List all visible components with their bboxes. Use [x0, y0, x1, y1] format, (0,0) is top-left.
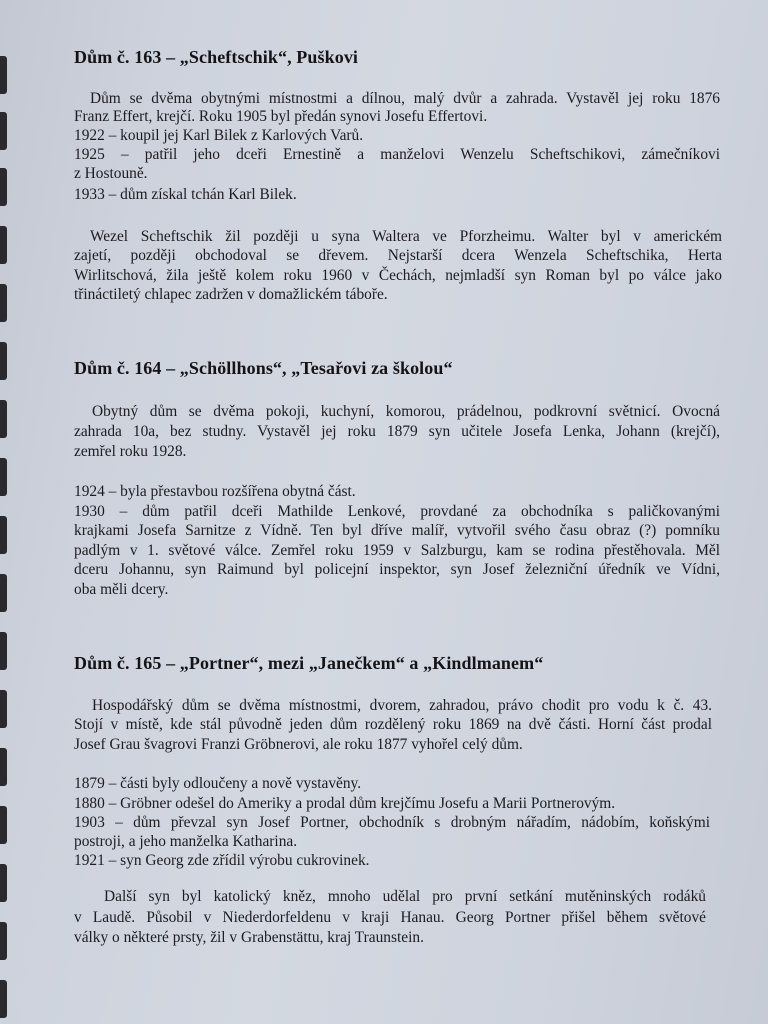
paragraph-line: 1903 – dům převzal syn Josef Portner, obchodník s drobným nářadím, nádobím, koňskými — [74, 814, 710, 831]
paragraph-line: Wirlitschová, žila ještě kolem roku 1960 v Čechách, nejmladší syn Roman byl po válce jako — [74, 267, 722, 284]
paragraph-line: 1933 – dům získal tchán Karl Bilek. — [74, 186, 297, 203]
paragraph-line: padlým v 1. světové válce. Zemřel roku 1959 v Salzburgu, kam se rodina přestěhovala. Měl — [74, 542, 720, 559]
paragraph-line: postroji, a jeho manželka Katharina. — [74, 833, 298, 850]
paragraph-line: 1930 – dům patřil dceři Mathilde Lenkové, provdané za obchodníka s paličkovanými — [74, 503, 720, 520]
paragraph-line: v Laudě. Působil v Niederdorfeldenu v kraji Hanau. Georg Portner přišel během světové — [74, 909, 706, 926]
paragraph-line: zemřel roku 1928. — [74, 443, 187, 460]
section-heading-163: Dům č. 163 – „Scheftschik“, Puškovi — [74, 47, 359, 67]
paragraph-line: Obytný dům se dvěma pokoji, kuchyní, komorou, prádelnou, podkrovní světnicí. Ovocná — [92, 403, 720, 420]
paragraph-line: války o některé prsty, žil v Grabenstättu, kraj Traunstein. — [74, 929, 424, 946]
paragraph-line: krajkami Josefa Sarnitze z Vídně. Ten byl dříve malíř, vytvořil svého času obraz (?) pomníku — [74, 522, 720, 539]
paragraph-line: Stojí v místě, kde stál původně jeden dům rozdělený roku 1869 na dvě části. Horní část prodal — [74, 716, 712, 733]
section-heading-165: Dům č. 165 – „Portner“, mezi „Janečkem“ a „Kindlmanem“ — [74, 653, 544, 673]
section-heading-164: Dům č. 164 – „Schöllhons“, „Tesařovi za školou“ — [74, 358, 453, 378]
paragraph-line: dceru Johannu, syn Raimund byl policejní inspektor, syn Josef železniční úředník ve Vídni, — [74, 561, 720, 578]
paragraph-line: 1880 – Gröbner odešel do Ameriky a prodal dům krejčímu Josefu a Marii Portnerovým. — [74, 795, 616, 812]
paragraph-line: Josef Grau švagrovi Franzi Gröbnerovi, ale roku 1877 vyhořel celý dům. — [74, 736, 523, 753]
paragraph-line: třináctiletý chlapec zadržen v domažlickém táboře. — [74, 286, 388, 303]
paragraph-line: zajetí, později obchodoval se dřevem. Nejstarší dcera Wenzela Scheftschika, Herta — [74, 247, 722, 264]
paragraph-line: 1925 – patřil jeho dceři Ernestině a manželovi Wenzelu Scheftschikovi, zámečníkovi — [74, 146, 720, 163]
paragraph-line: z Hostouně. — [74, 165, 148, 182]
paragraph-line: oba měli dcery. — [74, 581, 169, 598]
paragraph-line: Další syn byl katolický kněz, mnoho udělal pro první setkání mutěninských rodáků — [104, 888, 706, 905]
paragraph-line: 1879 – části byly odloučeny a nově vystavěny. — [74, 775, 362, 792]
paragraph-line: 1922 – koupil jej Karl Bilek z Karlových Varů. — [74, 127, 364, 144]
paragraph-line: Dům se dvěma obytnými místnostmi a dílnou, malý dvůr a zahrada. Vystavěl jej roku 1876 — [90, 90, 720, 107]
paragraph-line: 1924 – byla přestavbou rozšířena obytná část. — [74, 483, 356, 500]
paragraph-line: 1921 – syn Georg zde zřídil výrobu cukrovinek. — [74, 852, 370, 869]
paragraph-line: zahrada 10a, bez studny. Vystavěl jej roku 1879 syn učitele Josefa Lenka, Johann (krejčí), — [74, 423, 720, 440]
paragraph-line: Franz Effert, krejčí. Roku 1905 byl předán synovi Josefu Effertovi. — [74, 108, 488, 125]
paragraph-line: Hospodářský dům se dvěma místnostmi, dvorem, zahradou, právo chodit pro vodu k č. 43. — [92, 697, 712, 714]
paragraph-line: Wezel Scheftschik žil později u syna Waltera ve Pforzheimu. Walter byl v americkém — [90, 228, 722, 245]
